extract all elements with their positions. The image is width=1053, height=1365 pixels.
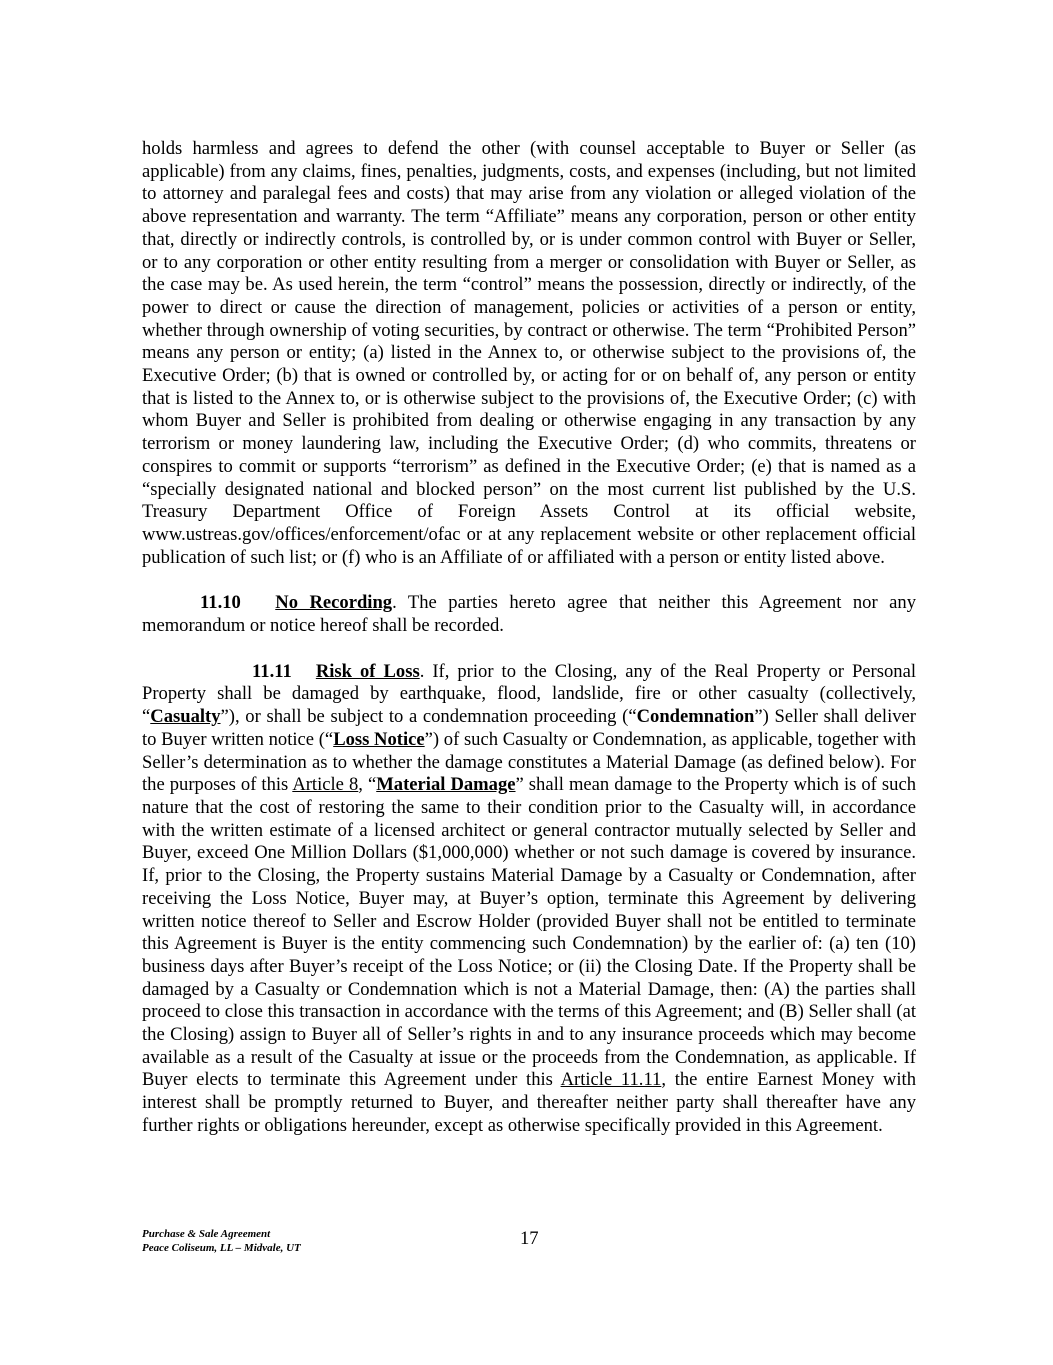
- section-text: ”), or shall be subject to a condemnation proceeding (“: [220, 706, 637, 728]
- section-heading: Risk of Loss: [315, 660, 420, 682]
- defined-term-casualty: Casualty: [150, 706, 221, 728]
- section-11-11: [142, 661, 916, 1138]
- defined-term-loss-notice: Loss Notice: [333, 728, 425, 750]
- section-number: 11.11: [252, 660, 292, 682]
- cross-reference-article-11-11: Article 11.11: [560, 1069, 662, 1091]
- section-text: . The parties hereto agree that neither this Agreement nor any memorandum or notice hereof shall be recorded.: [142, 592, 916, 637]
- cross-reference-article-8: Article 8: [292, 774, 359, 796]
- section-number: 11.10: [200, 592, 241, 614]
- footer-document-title: Purchase & Sale Agreement: [142, 1228, 271, 1240]
- footer-property-name: Peace Coliseum, LL – Midvale, UT: [142, 1242, 301, 1254]
- section-text: ”) of such Casualty or Condemnation, as applicable, together with Seller’s determination as to whether the damage constitutes a Material Damage (as defined below). For the purposes of this: [142, 728, 916, 796]
- section-text: . If, prior to the Closing, any of the Real Property or Personal Property shall be damaged by earthquake, flood, landslide, fire or other casualty (collectively, “: [142, 660, 916, 728]
- page-footer: [142, 1227, 916, 1255]
- defined-term-condemnation: Condemnation: [636, 706, 755, 728]
- defined-term-material-damage: Material Damage: [376, 774, 516, 796]
- section-text: ”) Seller shall deliver to Buyer written notice (“: [142, 706, 916, 750]
- section-text: , the entire Earnest Money with interest shall be promptly returned to Buyer, and thereafter neither party shall thereafter have any further rights or obligations hereunder, except as otherwise specifically provided in this Agreement.: [142, 1069, 916, 1136]
- section-11-10: [142, 592, 916, 637]
- paragraph-continued: holds harmless and agrees to defend the other (with counsel acceptable to Buyer or Seller (as applicable) from any claims, fines, penalties, judgments, costs, and expenses (including, but not limited to attorney and paralegal fees and costs) that may arise from any violation or alleged violation of the above representation and warranty. The term “Affiliate” means any corporation, person or other entity that, directly or indirectly controls, is controlled by, or is under common control with Buyer or Seller, or to any corporation or other entity resulting from a merger or consolidation with Buyer or Seller, as the case may be. As used herein, the term “control” means the possession, directly or indirectly, of the power to direct or cause the direction of management, policies or activities of a person or entity, whether through ownership of voting securities, by contract or otherwise. The term “Prohibited Person” means any person or entity; (a) listed in the Annex to, or otherwise subject to the provisions of, the Executive Order; (b) that is owned or controlled by, or acting for or on behalf of, any person or entity that is listed to the Annex to, or is otherwise subject to the provisions of, the Executive Order; (c) with whom Buyer and Seller is prohibited from dealing or otherwise engaging in any transaction by any terrorism or money laundering law, including the Executive Order; (d) who commits, threatens or conspires to commit or supports “terrorism” as defined in the Executive Order; (e) that is named as a “specially designated national and blocked person” on the most current list published by the U.S. Treasury Department Office of Foreign Assets Control at its official website, www.ustreas.gov/offices/enforcement/ofac or at any replacement website or other replacement official publication of such list; or (f) who is an Affiliate of or affiliated with a person or entity listed above.: [142, 138, 916, 568]
- page-number: 17: [520, 1228, 539, 1249]
- section-text: ” shall mean damage to the Property which is of such nature that the cost of restoring the same to their condition prior to the Casualty will, in accordance with the written estimate of a licensed architect or general contractor mutually selected by Seller and Buyer, exceed One Million Dollars ($1,000,000) whether or not such damage is covered by insurance. If, prior to the Closing, the Property sustains Material Damage by a Casualty or Condemnation, after receiving the Loss Notice, Buyer may, at Buyer’s option, terminate this Agreement by delivering written notice thereof to Seller and Escrow Holder (provided Buyer shall not be entitled to terminate this Agreement is Buyer is the entity commencing such Condemnation) by the earlier of: (a) ten (10) business days after Buyer’s receipt of the Loss Notice; or (ii) the Closing Date. If the Property shall be damaged by a Casualty or Condemnation which is not a Material Damage, then: (A) the parties shall proceed to close this transaction in accordance with the terms of this Agreement; and (B) Seller shall (at the Closing) assign to Buyer all of Seller’s rights in and to any insurance proceeds which may become available as a result of the Casualty at issue or the proceeds from the Condemnation, as applicable. If Buyer elects to terminate this Agreement under this: [142, 774, 916, 1091]
- section-heading: No Recording: [275, 592, 393, 614]
- section-text: , “: [358, 774, 377, 796]
- document-body: [142, 138, 916, 1138]
